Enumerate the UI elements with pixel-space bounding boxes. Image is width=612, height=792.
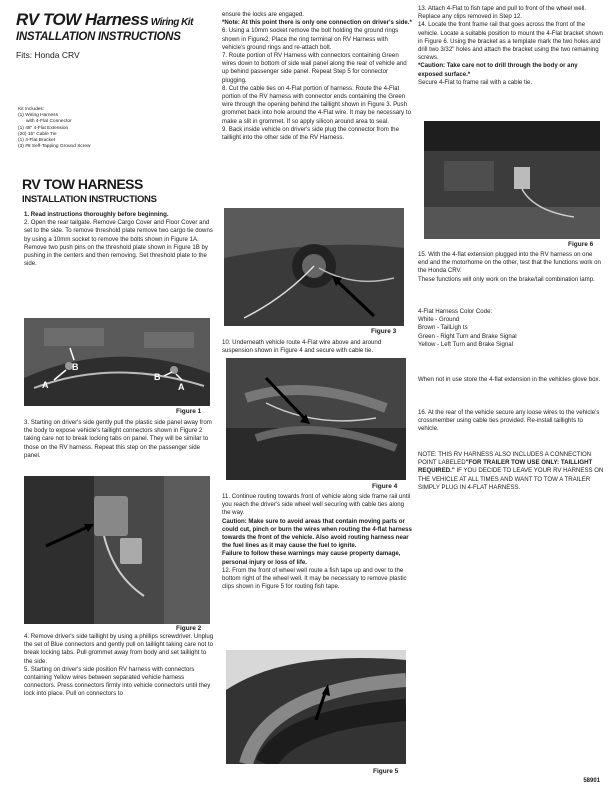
trailer-note: NOTE: THIS RV HARNESS ALSO INCLUDES A CONNECTION POINT LABELED"FOR TRAILER TOW USE ONLY: TAILLIGHT REQUIRED." IF YOU DECIDE TO LEAVE YOUR RV HARNESS ON THE VEHICLE AT ALL TIMES AND WANT TO TOW A TRAILER SIMPLY PLUG IN 4-FLAT HARNESS.: [418, 451, 604, 491]
col2-top-text: [222, 11, 412, 142]
step-12: 12. From the front of wheel well route a fish tape up and over to the bottom right of the wheel well. It may be necessary to remove plastic clips shown in Figure 5 for routing fish tape.: [222, 566, 407, 591]
figure-6-caption: Figure 6: [568, 241, 594, 248]
storage-note: [418, 376, 604, 384]
figure-4-image: [226, 358, 406, 480]
col3-step-16: [418, 409, 604, 434]
color-code-heading: 4-Flat Harness Color Code:: [418, 308, 493, 315]
figure-3-image: [224, 208, 404, 326]
warning-failure: Failure to follow these warnings may cause property damage, personal injury or loss of life.: [222, 550, 401, 566]
fig1-label-a1: A: [42, 380, 49, 390]
col1-steps-4-5: [24, 633, 214, 699]
trailer-tow-note: [418, 451, 604, 492]
step-16: 16. At the rear of the vehicle secure any loose wires to the vehicle's crossmember using cable ties provided. Re-install taillights to vehicle.: [418, 409, 600, 433]
figure-6-image: [424, 121, 600, 239]
step-5: 5. Starting on driver's side position RV harness with connectors containing Yellow wires between separated vehicle harness connectors. Press connectors firmly into vehicle connectors until they lock into place. Pull on connectors to: [24, 665, 211, 698]
fig1-label-b2: B: [154, 372, 161, 382]
caution-routing: Caution: Make sure to avoid areas that contain moving parts or could cut, pinch or burn the wires when routing the 4-flat harness towards the front of the vehicle. Also avoid routing harness near the fuel lines as it may cause the fuel to ignite.: [222, 517, 412, 550]
color-code-yellow: Yellow - Left Turn and Brake Signal: [418, 340, 513, 348]
step-3: 3. Starting on driver's side gently pull the plastic side panel away from the body to expose vehicle's taillight connectors shown in Figure 2 taking care not to break locking tabs on panel. They will be similar to those on the RV harness. Repeat this step on the passenger side panel.: [24, 419, 212, 459]
kit-contents: Kit Includes: (1) Wiring Harness with 4-Flat Connector (1) 48" 4-Flat Extension (20) 15" Cable Tie (1) 4-Flat Bracket (3) #8 Self-Tapping Ground Screw: [18, 107, 91, 150]
step-7: 7. Route portion of RV Harness with connectors containing Green wires down to bottom of side wall panel along the rear of vehicle and up behind passenger side panel. Repeat Step 5 for connector plugging.: [222, 52, 407, 84]
figure-2-image: [24, 476, 210, 624]
col2-steps-11-12: [222, 493, 412, 591]
col3-top-text: [418, 5, 604, 87]
step-10: 10. Underneath vehicle route 4-Flat wire above and around suspension shown in Figure 4 and secure with cable tie.: [222, 339, 382, 355]
document-number: 58901: [583, 778, 600, 784]
figure-3-caption: Figure 3: [371, 328, 397, 335]
step-1: 1. Read instructions thoroughly before beginning.: [24, 211, 169, 218]
col3-step-15: [418, 251, 604, 284]
figure-5-image: [226, 650, 406, 764]
figure-1-caption: Figure 1: [176, 408, 202, 415]
step-15: 15. With the 4-flat extension plugged into the RV harness on one end and the motorhome on the other, test that the functions work on the Honda CRV.: [418, 251, 601, 275]
figure-4-caption: Figure 4: [372, 483, 398, 490]
step-14: 14. Locate the front frame rail that goes across the front of the vehicle. Locate a suitable position to mount the 4-Flat bracket shown in Figure 6. Using the bracket as a template mark the two holes and drill two 3/32" holes and attach the bracket using the two remaining screws.: [418, 21, 603, 62]
step-9: 9. Back inside vehicle on driver's side plug the connector from the taillight into the other side of the RV Harness.: [222, 125, 399, 142]
step-5-continued: ensure the locks are engaged.: [222, 11, 304, 18]
col1-step-3: [24, 419, 214, 460]
figure-1-image: [24, 318, 210, 406]
col2-step-10: [222, 339, 412, 355]
document-title: RV TOW Harness Wiring Kit: [16, 10, 193, 29]
step-11: 11. Continue routing towards front of vehicle along side frame rail until you reach the driver's side wheel well securing with cable ties along the way.: [222, 493, 411, 517]
figure-5-caption: Figure 5: [373, 768, 399, 775]
step-2: 2. Open the rear tailgate. Remove Cargo Cover and Floor Cover and set to the side. To remove threshold plate remove two cargo tie downs by using a 10mm socket to remove the bolts shown in Figure 1A. Remove two push pins on the threshold plate shown in Figure 1B by pushing in the centers and then removing. Set threshold plate to the side.: [24, 219, 213, 268]
fits-vehicle: Fits: Honda CRV: [16, 50, 80, 60]
document-subtitle: INSTALLATION INSTRUCTIONS: [16, 31, 181, 43]
color-code-green: Green - Right Turn and Brake Signal: [418, 332, 517, 340]
section-heading: RV TOW HARNESS: [22, 176, 143, 192]
step-15-note: These functions will only work on the brake/tail combination lamp.: [418, 275, 595, 283]
step-4: 4. Remove driver's side taillight by using a phillips screwdriver. Unplug the set of Blue connectors and gently pull on taillight taking care not to break locking tabs. Pull grommet away from body and set taillight to the side.: [24, 633, 214, 665]
figure-2-caption: Figure 2: [176, 625, 202, 632]
secure-4-flat: Secure 4-Flat to frame rail with a cable tie.: [418, 78, 533, 86]
color-code-brown: Brown - TailLigh ts: [418, 324, 468, 332]
color-code: [418, 308, 604, 349]
col1-steps-1-2: [24, 211, 214, 268]
step-8: 8. Cut the cable ties on 4-Flat portion of harness. Route the 4-Flat portion of the RV harness with connector ends containing the Green wire through the opening behind the taillight shown in Figure 3. Push grommet back into hole around the 4-Flat wire. It may be necessary to make a slit in grommet. If so apply silicon around area to seal.: [222, 84, 411, 125]
store-extension: When not in use store the 4-flat extension in the vehicles glove box.: [418, 376, 601, 383]
fig1-label-a2: A: [178, 382, 185, 392]
note-driver-side: *Note: At this point there is only one connection on driver's side.*: [222, 19, 412, 27]
fig1-label-b1: B: [72, 362, 79, 372]
step-6: 6. Using a 10mm socket remove the bolt holding the ground rings shown in Figure2. Place the ring terminal on RV Harness with vehicle's ground rings and re-attach bolt.: [222, 27, 399, 51]
step-13: 13. Attach 4-Flat to fish tape and pull to front of the wheel well. Replace any clips removed in Step 12.: [418, 5, 587, 21]
color-code-white: White - Ground: [418, 316, 460, 324]
section-subheading: INSTALLATION INSTRUCTIONS: [22, 194, 157, 205]
caution-drill: *Caution: Take care not to drill through the body or any exposed surface.*: [418, 62, 578, 78]
